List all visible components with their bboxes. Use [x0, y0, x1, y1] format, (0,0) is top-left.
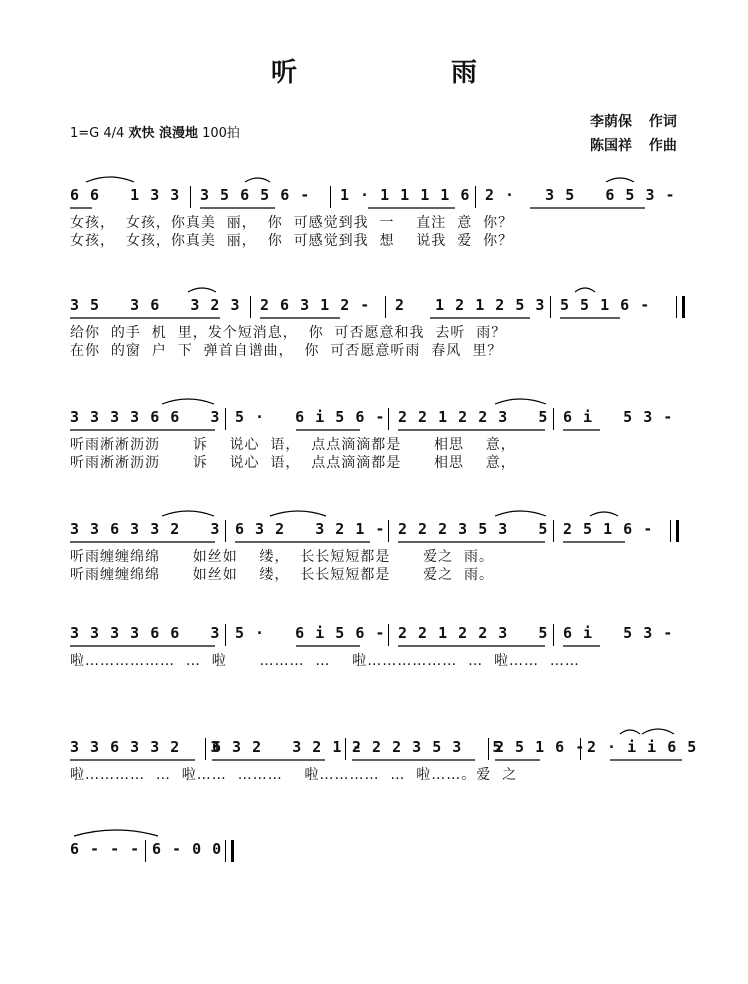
- lyric-line: 啦………… … 啦…… ……… 啦………… … 啦……。爱 之: [70, 767, 518, 783]
- notation-line: [70, 296, 690, 318]
- lyric-verse-1: 女孩， 女孩，你真美 丽， 你 可感觉到我 一 直注 意 你？: [70, 215, 514, 231]
- measure: 2 2 2 3 5 3 5: [398, 520, 549, 538]
- measure: 6 6 1 3 3: [70, 186, 181, 204]
- credits: [590, 110, 677, 158]
- measure: 1 · 1 1 1 1 6: [340, 186, 471, 204]
- lyric-verse-2: 听雨缠缠绵绵 如丝如 缕， 长长短短都是 爱之 雨。: [70, 567, 495, 583]
- measure: 6 - 0 0: [152, 840, 223, 858]
- lyric-verse-2: 女孩， 女孩，你真美 丽， 你 可感觉到我 想 说我 爱 你？: [70, 233, 514, 249]
- notation-line: [70, 624, 690, 646]
- measure: 2 · 3 5 6 5 3 -: [485, 186, 676, 204]
- measure: 6 3 2 3 2 1 -: [235, 520, 386, 538]
- lyric-verse-1: 给你 的手 机 里，发个短消息， 你 可否愿意和我 去听 雨？: [70, 325, 507, 341]
- measure: 5 · 6 i 5 6 -: [235, 408, 386, 426]
- measure: 3 5 3 6 3 2 3: [70, 296, 241, 314]
- measure: 2 1 2 1 2 5 3: [395, 296, 546, 314]
- key-signature: 1=G 4/4: [70, 126, 125, 141]
- measure: 2 · i i 6 5: [587, 738, 698, 756]
- tie-marks: [70, 840, 690, 870]
- measure: 2 2 1 2 2 3 5: [398, 624, 549, 642]
- measure: 6 i 5 3 -: [563, 408, 674, 426]
- measure: 2 2 2 3 5 3 5: [352, 738, 503, 756]
- measure: 3 3 6 3 3 2 3: [70, 738, 221, 756]
- tempo-marking: 100拍: [202, 126, 240, 141]
- lyric-verse-1: 听雨淅淅沥沥 诉 说心 语， 点点滴滴都是 相思 意，: [70, 437, 516, 453]
- measure: 2 5 1 6 -: [495, 738, 586, 756]
- notation-line: [70, 738, 698, 760]
- composer-name: 陈国祥: [590, 138, 632, 154]
- measure: 2 6 3 1 2 -: [260, 296, 371, 314]
- measure: 5 5 1 6 -: [560, 296, 651, 314]
- measure: 3 3 3 3 6 6 3: [70, 408, 221, 426]
- style-marking: 欢快 浪漫地: [128, 126, 198, 141]
- lyricist-role: 作词: [648, 114, 677, 130]
- lyric-verse-2: 听雨淅淅沥沥 诉 说心 语， 点点滴滴都是 相思 意，: [70, 455, 516, 471]
- notation-line: [70, 520, 690, 542]
- lyricist-line: [590, 110, 677, 134]
- measure: 2 2 1 2 2 3 5: [398, 408, 549, 426]
- measure: 6 - - -: [70, 840, 141, 858]
- measure: 2 5 1 6 -: [563, 520, 654, 538]
- measure: 5 · 6 i 5 6 -: [235, 624, 386, 642]
- notation-line: [70, 186, 690, 208]
- measure: 3 3 3 3 6 6 3: [70, 624, 221, 642]
- notation-line: [70, 840, 690, 862]
- lyricist-name: 李荫保: [590, 114, 632, 130]
- measure: 6 i 5 3 -: [563, 624, 674, 642]
- lyric-verse-2: 在你 的窗 户 下 弹首自谱曲， 你 可否愿意听雨 春风 里？: [70, 343, 503, 359]
- measure: 6 3 2 3 2 1 -: [212, 738, 363, 756]
- composer-role: 作曲: [648, 138, 677, 154]
- song-title: 听 雨: [270, 58, 511, 88]
- key-tempo-line: [70, 122, 240, 141]
- composer-line: [590, 134, 677, 158]
- measure: 3 5 6 5 6 -: [200, 186, 311, 204]
- notation-line: [70, 408, 690, 430]
- measure: 3 3 6 3 3 2 3: [70, 520, 221, 538]
- lyric-line: 啦……………… … 啦 ……… … 啦……………… … 啦…… ……: [70, 653, 580, 669]
- lyric-verse-1: 听雨缠缠绵绵 如丝如 缕， 长长短短都是 爱之 雨。: [70, 549, 495, 565]
